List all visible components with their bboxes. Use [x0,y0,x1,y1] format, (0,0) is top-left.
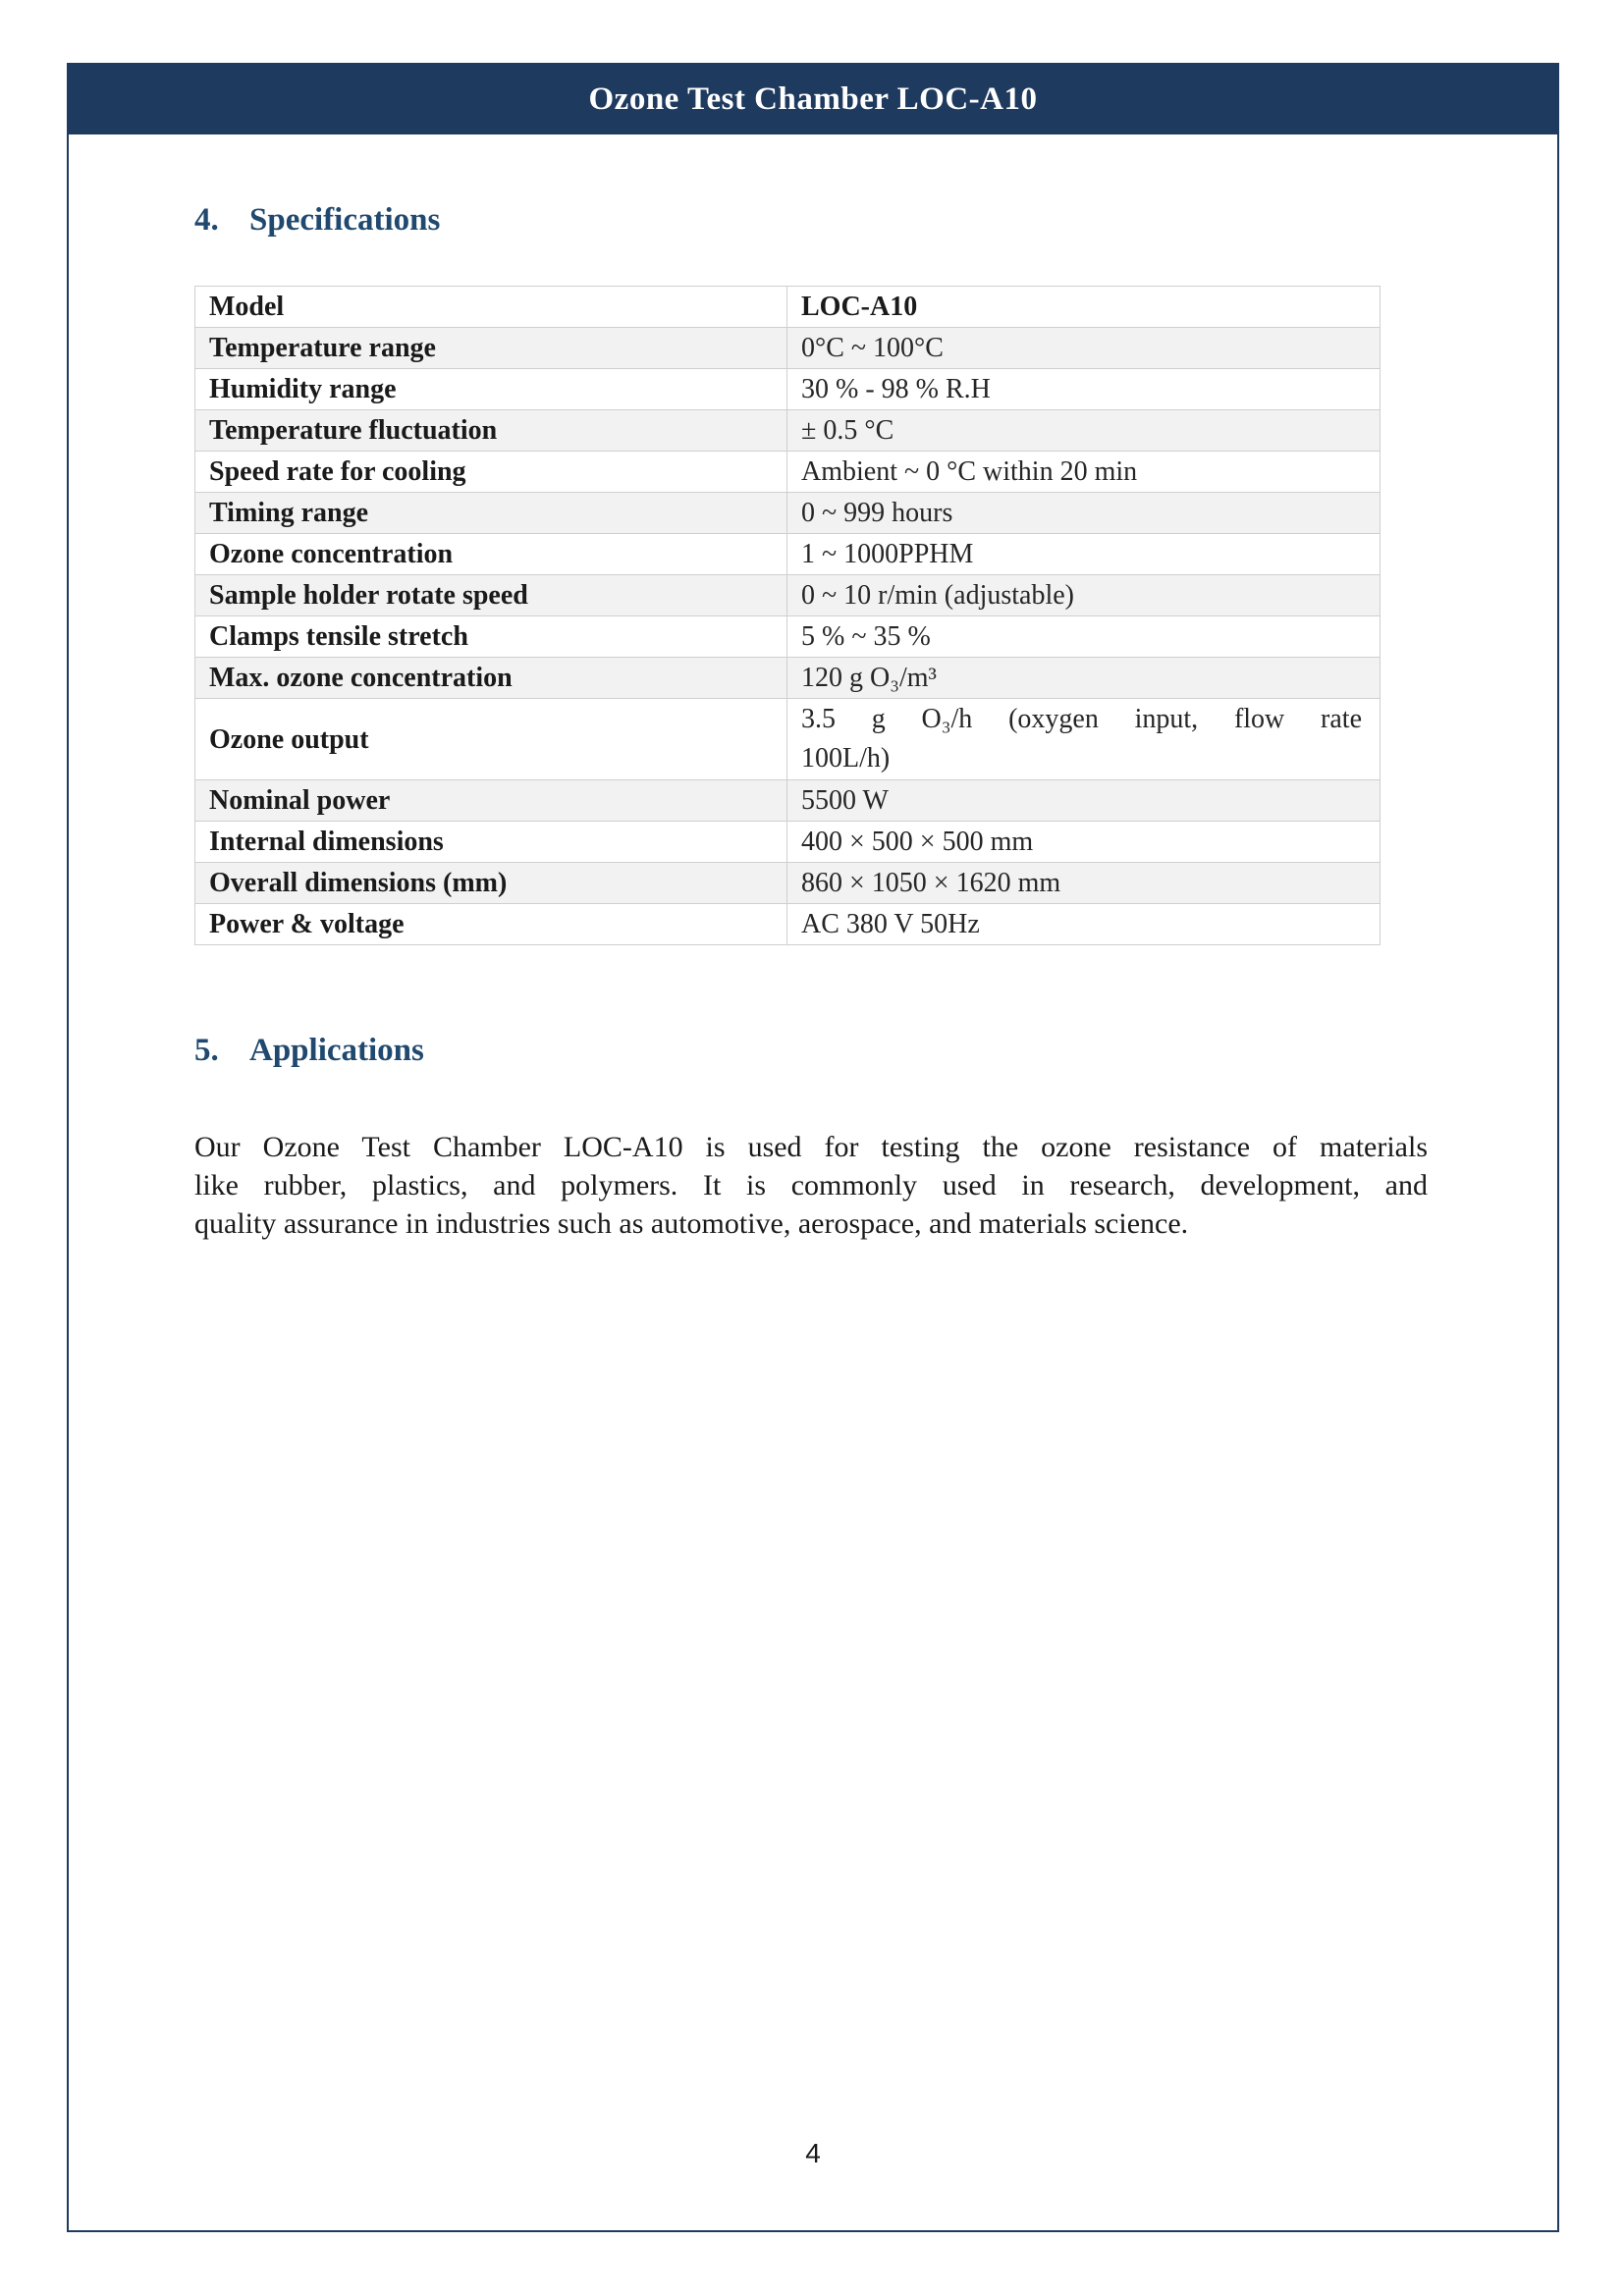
spec-table-row [195,575,1380,616]
applications-heading-title: Applications [249,1033,424,1068]
spec-label-cell: Ozone concentration [195,534,787,575]
spec-label-cell: Clamps tensile stretch [195,616,787,658]
spec-value-cell: ± 0.5 °C [787,410,1380,452]
spec-table-row [195,452,1380,493]
document-title: Ozone Test Chamber LOC-A10 [588,81,1038,117]
spec-label-cell: Nominal power [195,780,787,822]
applications-paragraph [194,1128,1428,1243]
spec-value-cell: 0°C ~ 100°C [787,328,1380,369]
spec-label-cell: Power & voltage [195,904,787,945]
spec-label-cell: Temperature fluctuation [195,410,787,452]
spec-value-cell: 5500 W [787,780,1380,822]
document-header-bar [69,65,1557,134]
spec-label-cell: Sample holder rotate speed [195,575,787,616]
spec-label-cell: Speed rate for cooling [195,452,787,493]
specifications-table [194,286,1380,945]
spec-table-row [195,287,1380,328]
spec-table-row [195,863,1380,904]
spec-table-row [195,369,1380,410]
spec-label-cell: Internal dimensions [195,822,787,863]
spec-value-cell: 30 % - 98 % R.H [787,369,1380,410]
page-number: 4 [805,2138,821,2168]
spec-value-cell: AC 380 V 50Hz [787,904,1380,945]
spec-value-cell: 120 g O₃/m³ [787,658,1380,699]
spec-table-row [195,616,1380,658]
spec-label-cell: Humidity range [195,369,787,410]
paragraph-line: Our Ozone Test Chamber LOC-A10 is used for testing the ozone resistance of materials [194,1131,1428,1163]
spec-table-row [195,904,1380,945]
spec-table-row [195,699,1380,780]
specifications-heading [194,197,1557,242]
spec-label-cell: Model [195,287,787,328]
spec-table-body [195,287,1380,945]
specifications-heading-title: Specifications [249,202,441,238]
spec-table-row [195,493,1380,534]
applications-heading [194,1028,1557,1073]
spec-table-row [195,822,1380,863]
spec-value-cell: 1 ~ 1000PPHM [787,534,1380,575]
spec-value-cell: 400 × 500 × 500 mm [787,822,1380,863]
spec-table-row [195,780,1380,822]
specifications-heading-number: 4. [194,202,219,238]
spec-value-cell: 5 % ~ 35 % [787,616,1380,658]
spec-label-cell: Temperature range [195,328,787,369]
document-page-frame [67,63,1559,2232]
applications-heading-number: 5. [194,1033,219,1068]
paragraph-line: quality assurance in industries such as automotive, aerospace, and materials science. [194,1207,1189,1240]
spec-value-cell: LOC-A10 [787,287,1380,328]
spec-value-cell: Ambient ~ 0 °C within 20 min [787,452,1380,493]
spec-value-cell: 860 × 1050 × 1620 mm [787,863,1380,904]
spec-table-row [195,534,1380,575]
paragraph-line: like rubber, plastics, and polymers. It is commonly used in research, development, and [194,1169,1428,1201]
page-content [69,197,1557,1243]
spec-label-cell: Overall dimensions (mm) [195,863,787,904]
spec-value-cell: 0 ~ 10 r/min (adjustable) [787,575,1380,616]
spec-table-row [195,328,1380,369]
spec-label-cell: Timing range [195,493,787,534]
spec-table-row [195,658,1380,699]
spec-value-line: 100L/h) [801,743,891,774]
spec-label-cell: Ozone output [195,699,787,780]
spec-value-line: 3.5 g O₃/h (oxygen input, flow rate [801,704,1362,734]
spec-table-row [195,410,1380,452]
spec-label-cell: Max. ozone concentration [195,658,787,699]
spec-value-cell [787,699,1380,780]
spec-value-cell: 0 ~ 999 hours [787,493,1380,534]
